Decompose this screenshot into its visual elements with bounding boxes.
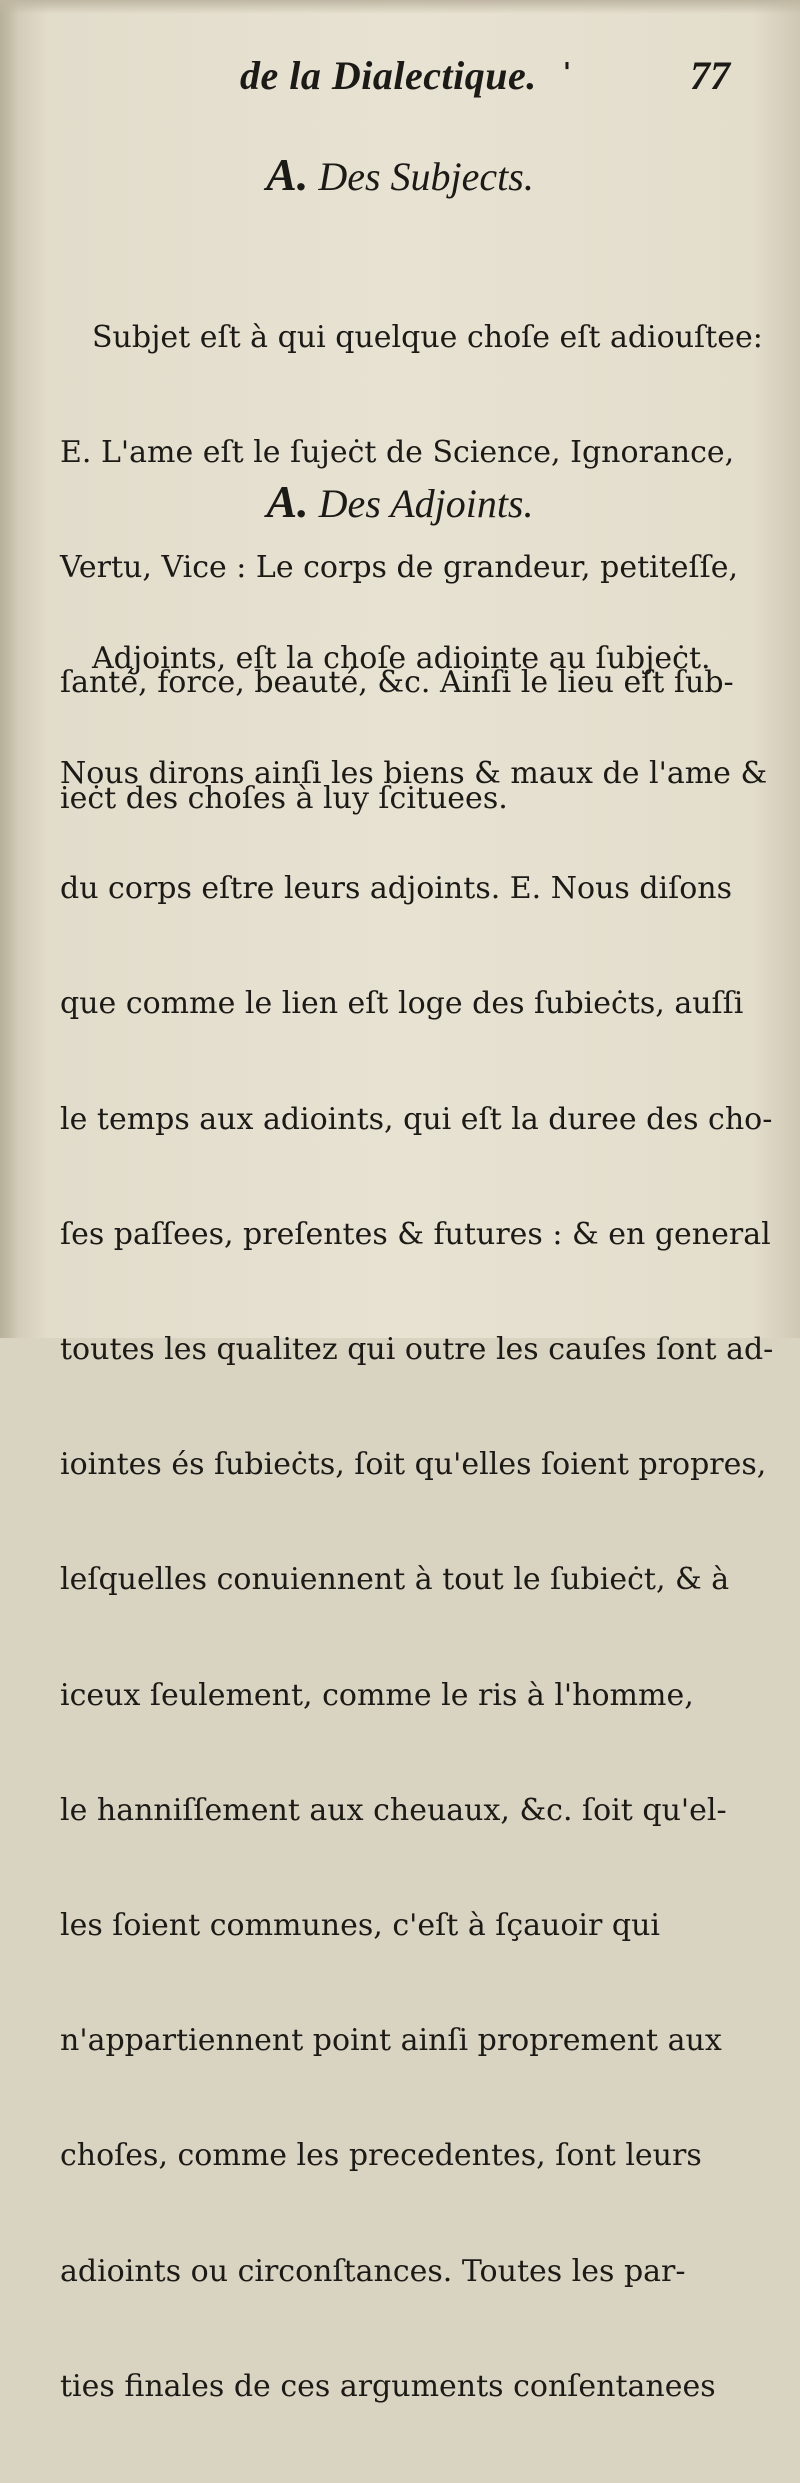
text-line: Vertu, Vice : Le corps de grandeur, petiteſſe, (60, 550, 739, 586)
text-line: iointes és ſubieċts, ſoit qu'elles ſoient propres, (60, 1447, 767, 1483)
text-line: Subjet eſt à qui quelque choſe eſt adiouſtee: (92, 319, 763, 355)
page-top-edge (0, 0, 800, 14)
text-line: ieċt des choſes à luy ſcituees. (60, 780, 508, 816)
header-mark: ' (563, 58, 571, 88)
text-line: Nous dirons ainſi les biens & maux de l'ame & (60, 756, 768, 792)
section-body-adjoints (60, 563, 774, 2483)
page-header (0, 52, 800, 112)
text-line: toutes les qualitez qui outre les cauſes ſont ad- (60, 1332, 774, 1368)
text-line: le temps aux adioints, qui eſt la duree des cho- (60, 1101, 773, 1137)
section-title: Des Subjects. (318, 154, 534, 199)
text-line: E. L'ame eſt le ſujeċt de Science, Ignorance, (60, 435, 735, 471)
page-number: 77 (690, 53, 730, 98)
text-line: ſes paſſees, preſentes & futures : & en general (60, 1216, 771, 1252)
section-heading-subjects (0, 148, 800, 201)
text-line: iceux ſeulement, comme le ris à l'homme, (60, 1677, 694, 1713)
section-letter: A. (266, 149, 309, 200)
text-line: adioints ou circonſtances. Toutes les par- (60, 2253, 686, 2289)
text-line: du corps eſtre leurs adjoints. E. Nous diſons (60, 871, 732, 907)
text-line: le hanniſſement aux cheuaux, &c. ſoit qu'el- (60, 1792, 727, 1828)
text-line: leſquelles conuiennent à tout le ſubieċt, & à (60, 1562, 730, 1598)
section-heading-adjoints (0, 475, 800, 528)
text-line: ſanté, force, beauté, &c. Ainſi le lieu eſt ſub- (60, 665, 734, 701)
section-title: Des Adjoints. (318, 481, 534, 526)
section-letter: A. (266, 476, 309, 527)
text-line: Adjoints, eſt la choſe adiointe au ſubjeċt. (92, 640, 711, 676)
text-line: que comme le lien eſt loge des ſubieċts, auſſi (60, 986, 744, 1022)
text-line: n'appartiennent point ainſi proprement aux (60, 2023, 722, 2059)
text-line: les ſoient communes, c'eſt à ſçauoir qui (60, 1908, 661, 1944)
text-line: ties finales de ces arguments conſentanees (60, 2368, 716, 2404)
text-line: choſes, comme les precedentes, ſont leurs (60, 2138, 702, 2174)
running-head: de la Dialectique. (240, 53, 537, 98)
